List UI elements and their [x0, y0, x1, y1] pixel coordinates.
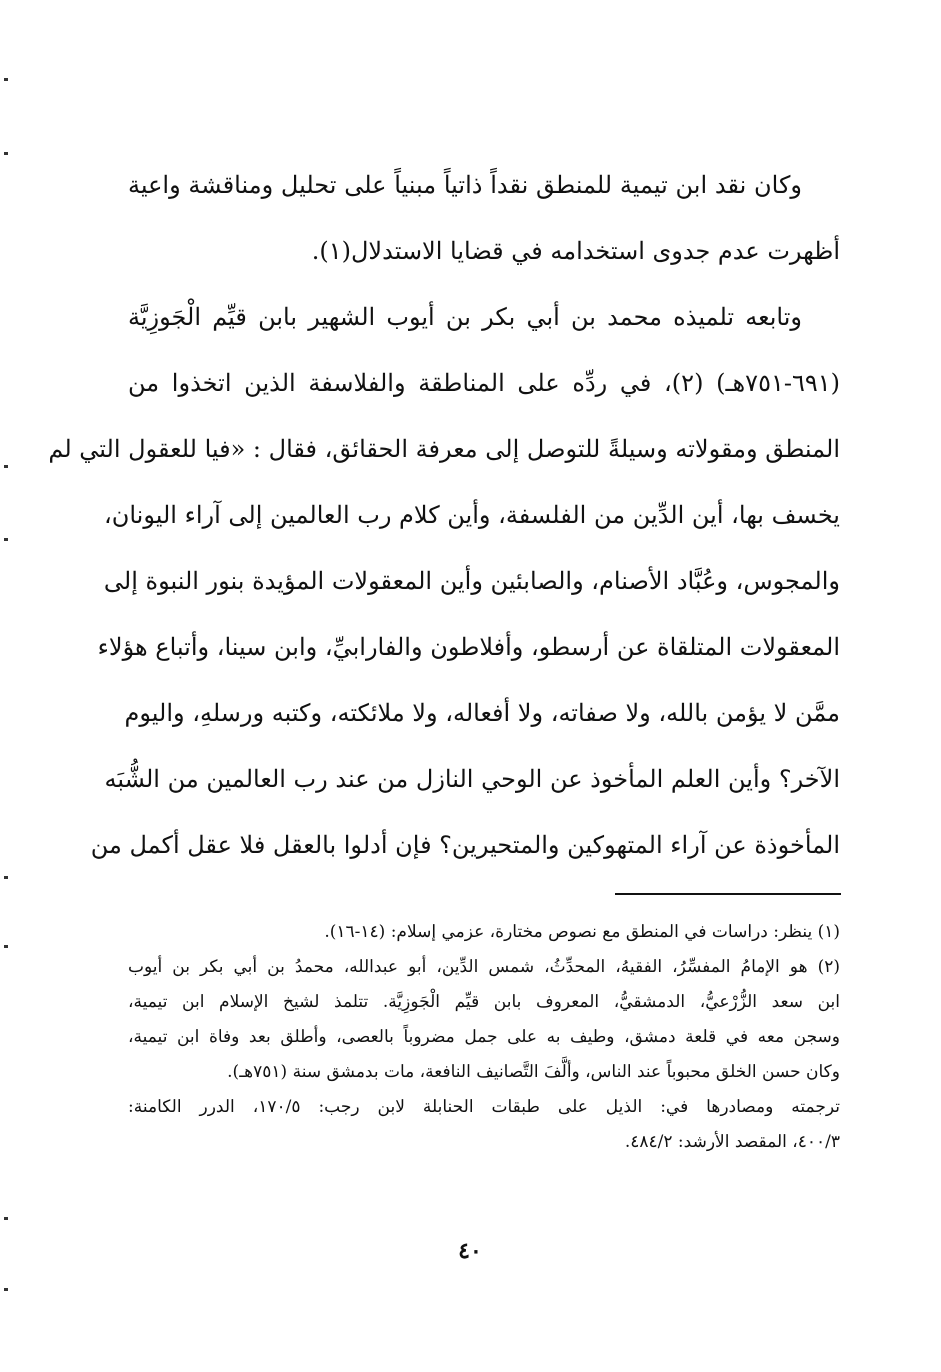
text-line: المأخوذة عن آراء المتهوكين والمتحيرين؟ فإن أدلوا بالعقل فلا عقل أكمل من	[90, 831, 840, 859]
text-line: المعقولات المتلقاة عن أرسطو، وأفلاطون والفارابيِّ، وابن سينا، وأتباع هؤلاء	[97, 633, 840, 661]
scan-mark	[4, 465, 8, 468]
text-line: ممَّن لا يؤمن بالله، ولا صفاته، ولا أفعاله، ولا ملائكته، وكتبه ورسلهِ، واليوم	[124, 699, 840, 727]
text-line: وكان نقد ابن تيمية للمنطق نقداً ذاتياً مبنياً على تحليل ومناقشة واعية	[128, 171, 803, 199]
scan-mark	[4, 78, 8, 81]
scan-mark	[4, 152, 8, 155]
main-text	[48, 152, 840, 878]
scan-mark	[4, 945, 8, 948]
scan-mark	[4, 538, 8, 541]
footnote-line: (٢) هو الإمامُ المفسِّرُ، الفقيهُ، المحدِّثُ، شمس الدِّين، أبو عبدالله، محمدُ بن أبي بكر بن أيوب	[128, 957, 840, 977]
footnotes	[128, 915, 840, 1160]
text-line: يخسف بها، أين الدِّين من الفلسفة، وأين كلام رب العالمين إلى آراء اليونان،	[103, 501, 840, 529]
footnote-line: (١) ينظر: دراسات في المنطق مع نصوص مختارة، عزمي إسلام: (١٤-١٦).	[324, 922, 840, 942]
text-line: والمجوس، وعُبَّاد الأصنام، والصابئين وأين المعقولات المؤيدة بنور النبوة إلى	[103, 567, 840, 595]
footnote-line: ابن سعد الزُّرْعيُّ، الدمشقيُّ، المعروف بابن قيِّم الْجَوزِيَّة. تتلمذ لشيخ الإسلام ابن تيمية،	[128, 992, 840, 1012]
scan-mark	[4, 876, 8, 879]
text-line: وتابعه تلميذه محمد بن أبي بكر بن أيوب الشهير بابن قيِّم الْجَوزِيَّة	[128, 303, 802, 331]
text-line: المنطق ومقولاته وسيلةً للتوصل إلى معرفة الحقائق، فقال : «فيا للعقول التي لم	[48, 435, 840, 463]
footnote-line: وكان حسن الخلق محبوباً عند الناس، وألَّفَ التَّصانيف النافعة، مات بدمشق سنة (٧٥١هـ).	[227, 1062, 840, 1082]
footnote-line: ٤٠٠/٣، المقصد الأرشد: ٤٨٤/٢.	[624, 1132, 840, 1152]
text-line: (٦٩١-٧٥١هـ) (٢)، في ردِّه على المناطقة والفلاسفة الذين اتخذوا من	[128, 369, 840, 397]
scan-mark	[4, 1217, 8, 1220]
page-number: ٤٠	[458, 1238, 482, 1264]
text-line: أظهرت عدم جدوى استخدامه في قضايا الاستدلال(١).	[311, 237, 840, 265]
footnote-line: ترجمته ومصادرها في: الذيل على طبقات الحنابلة لابن رجب: ١٧٠/٥، الدرر الكامنة:	[128, 1097, 841, 1117]
scan-mark	[4, 1288, 8, 1291]
text-line: الآخر؟ وأين العلم المأخوذ عن الوحي النازل من عند رب العالمين من الشُّبَه	[104, 765, 840, 793]
footnote-line: وسجن معه في قلعة دمشق، وطيف به على جمل مضروباً بالعصى، وأطلق بعد وفاة ابن تيمية،	[128, 1027, 840, 1047]
footnote-separator	[615, 893, 841, 895]
